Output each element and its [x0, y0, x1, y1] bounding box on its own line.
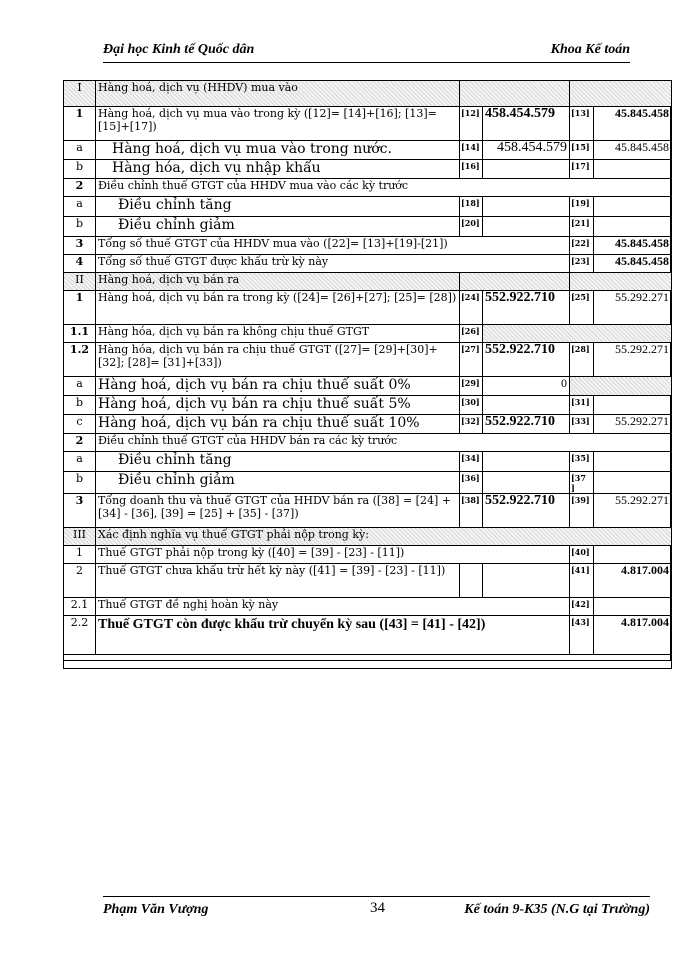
table-row — [64, 255, 672, 273]
row-label: Thuế GTGT đề nghị hoàn kỳ này — [96, 598, 570, 616]
value-cell: 55.292.271 — [594, 415, 672, 434]
table-row — [64, 291, 672, 325]
code-cell: [40] — [570, 546, 594, 564]
code-cell: [39] — [570, 494, 594, 528]
row-number: b — [64, 217, 96, 237]
code-cell: [19] — [570, 197, 594, 217]
code-cell: [21] — [570, 217, 594, 237]
table-row — [64, 546, 672, 564]
row-label: Tổng số thuế GTGT được khấu trừ kỳ này — [96, 255, 570, 273]
table-row — [64, 598, 672, 616]
section-row — [64, 528, 672, 546]
code-cell: [33] — [570, 415, 594, 434]
row-label: Thuế GTGT chưa khấu trừ hết kỳ này ([41] = [39] - [23] - [11]) — [96, 564, 460, 598]
code-cell: [25] — [570, 291, 594, 325]
value-cell: 45.845.458 — [594, 255, 672, 273]
code-cell: [34] — [460, 452, 483, 472]
code-cell: [18] — [460, 197, 483, 217]
value-cell: 4.817.004 — [594, 616, 672, 655]
row-label: Hàng hoá, dịch vụ bán ra chịu thuế suất 10% — [96, 415, 460, 434]
code-cell: [31] — [570, 396, 594, 415]
code-cell: [32] — [460, 415, 483, 434]
row-number: 2 — [64, 434, 96, 452]
code-cell: [38] — [460, 494, 483, 528]
code-cell: [22] — [570, 237, 594, 255]
table-row — [64, 472, 672, 494]
row-label: Điều chỉnh thuế GTGT của HHDV bán ra các kỳ trước — [96, 434, 672, 452]
row-number: 1 — [64, 107, 96, 141]
value-cell: 55.292.271 — [594, 291, 672, 325]
value-cell: 458.454.579 — [483, 107, 570, 141]
value-cell: 0 — [483, 377, 570, 396]
value-cell: 552.922.710 — [483, 415, 570, 434]
section-number: I — [64, 81, 96, 107]
row-number: 3 — [64, 237, 96, 255]
section-title: Xác định nghĩa vụ thuế GTGT phải nộp trong kỳ: — [96, 528, 672, 546]
table-row — [64, 564, 672, 598]
table-row — [64, 396, 672, 415]
table-row — [64, 237, 672, 255]
code-cell: [16] — [460, 160, 483, 179]
row-number: 2.2 — [64, 616, 96, 655]
value-cell: 552.922.710 — [483, 291, 570, 325]
table-row — [64, 616, 672, 655]
row-number: 3 — [64, 494, 96, 528]
table-row — [64, 655, 672, 669]
row-label: Điều chỉnh tăng — [96, 197, 460, 217]
value-cell: 45.845.458 — [594, 237, 672, 255]
row-label: Hàng hoá, dịch vụ bán ra chịu thuế suất 5% — [96, 396, 460, 415]
row-number: 1.1 — [64, 325, 96, 343]
row-label: Tổng số thuế GTGT của HHDV mua vào ([22]= [13]+[19]-[21]) — [96, 237, 570, 255]
code-cell: [30] — [460, 396, 483, 415]
row-number: 1 — [64, 546, 96, 564]
table-row — [64, 325, 672, 343]
code-cell: [36] — [460, 472, 483, 494]
code-cell: [20] — [460, 217, 483, 237]
row-number: b — [64, 396, 96, 415]
table-row — [64, 197, 672, 217]
author-name: Phạm Văn Vượng — [103, 902, 209, 917]
code-cell: [23] — [570, 255, 594, 273]
row-label: Điều chỉnh giảm — [96, 472, 460, 494]
code-cell: [28] — [570, 343, 594, 377]
value-cell: 552.922.710 — [483, 343, 570, 377]
row-number: a — [64, 141, 96, 160]
value-cell: 55.292.271 — [594, 494, 672, 528]
code-cell: [37 ] — [570, 472, 594, 494]
faculty-name: Khoa Kế toán — [550, 42, 630, 57]
table-row — [64, 343, 672, 377]
class-name: Kế toán 9-K35 (N.G tại Trường) — [464, 902, 650, 917]
code-cell: [35] — [570, 452, 594, 472]
code-cell: [14] — [460, 141, 483, 160]
section-title: Hàng hoá, dịch vụ (HHDV) mua vào — [96, 81, 460, 107]
table-row — [64, 107, 672, 141]
row-label: Điều chỉnh giảm — [96, 217, 460, 237]
page-header — [103, 40, 630, 63]
code-cell: [15] — [570, 141, 594, 160]
value-cell: 55.292.271 — [594, 343, 672, 377]
section-title: Hàng hoá, dịch vụ bán ra — [96, 273, 460, 291]
row-number: b — [64, 472, 96, 494]
section-number: II — [64, 273, 96, 291]
row-label: Hàng hóa, dịch vụ bán ra chịu thuế GTGT ([27]= [29]+[30]+[32]; [28]= [31]+[33]) — [96, 343, 460, 377]
code-cell: [17] — [570, 160, 594, 179]
value-cell: 4.817.004 — [594, 564, 672, 598]
row-label: Hàng hoá, dịch vụ bán ra trong kỳ ([24]= [26]+[27]; [25]= [28]) — [96, 291, 460, 325]
row-number: a — [64, 377, 96, 396]
table-row — [64, 141, 672, 160]
section-row — [64, 81, 672, 107]
section-row — [64, 273, 672, 291]
page-number: 34 — [370, 900, 385, 916]
code-cell: [13] — [570, 107, 594, 141]
row-number: 2 — [64, 564, 96, 598]
value-cell: 458.454.579 — [483, 141, 570, 160]
row-label: Hàng hóa, dịch vụ nhập khẩu — [96, 160, 460, 179]
row-number: a — [64, 197, 96, 217]
code-cell: [12] — [460, 107, 483, 141]
row-number: 1 — [64, 291, 96, 325]
vat-declaration-table — [63, 80, 671, 661]
row-number: a — [64, 452, 96, 472]
code-cell: [24] — [460, 291, 483, 325]
row-label: Hàng hoá, dịch vụ mua vào trong nước. — [96, 141, 460, 160]
section-number: III — [64, 528, 96, 546]
row-label: Thuế GTGT còn được khấu trừ chuyển kỳ sau ([43] = [41] - [42]) — [96, 616, 570, 655]
value-cell: 552.922.710 — [483, 494, 570, 528]
row-label: Điều chỉnh tăng — [96, 452, 460, 472]
table-row — [64, 415, 672, 434]
code-cell: [26] — [460, 325, 483, 343]
table-row — [64, 217, 672, 237]
value-cell: 45.845.458 — [594, 141, 672, 160]
row-number: 4 — [64, 255, 96, 273]
page-footer — [103, 896, 650, 921]
table-row — [64, 452, 672, 472]
code-cell: [42] — [570, 598, 594, 616]
row-label: Hàng hóa, dịch vụ bán ra không chịu thuế GTGT — [96, 325, 460, 343]
table-row — [64, 377, 672, 396]
row-number: b — [64, 160, 96, 179]
row-label: Hàng hoá, dịch vụ bán ra chịu thuế suất 0% — [96, 377, 460, 396]
code-cell: [41] — [570, 564, 594, 598]
code-cell: [27] — [460, 343, 483, 377]
row-label: Điều chỉnh thuế GTGT của HHDV mua vào các kỳ trước — [96, 179, 672, 197]
table-row — [64, 179, 672, 197]
row-label: Thuế GTGT phải nộp trong kỳ ([40] = [39] - [23] - [11]) — [96, 546, 570, 564]
table-row — [64, 160, 672, 179]
code-cell: [43] — [570, 616, 594, 655]
row-number: c — [64, 415, 96, 434]
value-cell: 45.845.458 — [594, 107, 672, 141]
row-label: Hàng hoá, dịch vụ mua vào trong kỳ ([12]= [14]+[16]; [13]= [15]+[17]) — [96, 107, 460, 141]
row-number: 2 — [64, 179, 96, 197]
row-number: 2.1 — [64, 598, 96, 616]
table-row — [64, 434, 672, 452]
code-cell: [29] — [460, 377, 483, 396]
university-name: Đại học Kinh tế Quốc dân — [103, 42, 255, 57]
table-row — [64, 494, 672, 528]
row-number: 1.2 — [64, 343, 96, 377]
row-label: Tổng doanh thu và thuế GTGT của HHDV bán ra ([38] = [24] + [34] - [36], [39] = [25] + [35] - [37]) — [96, 494, 460, 528]
